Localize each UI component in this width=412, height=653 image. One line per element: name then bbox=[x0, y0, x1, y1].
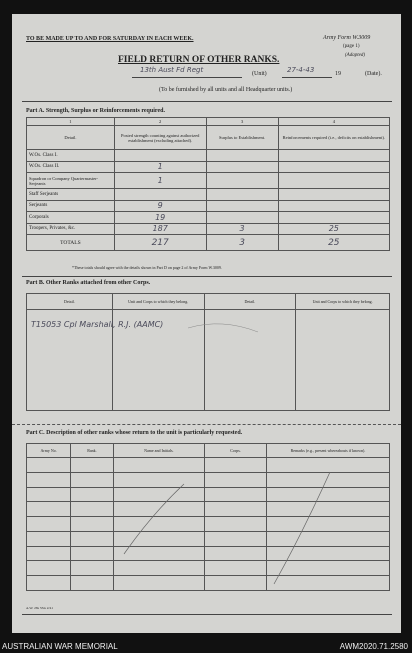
row-posted: 9 bbox=[114, 200, 206, 212]
row-surplus: 3 bbox=[206, 223, 278, 235]
col-number-3: 3 bbox=[206, 118, 278, 126]
print-code: A.W. 28s 5Sts 2/41 bbox=[26, 606, 54, 610]
part-c-col-army-no: Army No. bbox=[27, 444, 71, 458]
totals-posted: 217 bbox=[114, 235, 206, 251]
part-c-col-rank: Rank. bbox=[71, 444, 113, 458]
form-number: Army Form W.3009 bbox=[323, 35, 371, 41]
part-c-col-name: Name and Initials. bbox=[113, 444, 204, 458]
col-number-2: 2 bbox=[114, 118, 206, 126]
col-header-reinf: Reinforcements required (i.e., deficits on establishment). bbox=[278, 126, 389, 150]
furnish-note: (To be furnished by all units and all Headquarter units.) bbox=[159, 87, 293, 93]
row-detail: Staff Serjeants bbox=[27, 189, 115, 201]
row-posted: 19 bbox=[114, 212, 206, 224]
part-b-heading: Part B. Other Ranks attached from other Corps. bbox=[26, 280, 151, 286]
totals-label: TOTALS bbox=[27, 235, 115, 251]
part-b-col-unit-2: Unit and Corps to which they belong. bbox=[296, 294, 390, 310]
part-c-heading: Part C. Description of other ranks whose return to the unit is particularly requested. bbox=[26, 430, 243, 436]
part-b-col-detail-2: Detail. bbox=[204, 294, 296, 310]
part-a-footnote: *These totals should agree with the details shown in Part D on page 2 of Army Form W.3009. bbox=[72, 265, 222, 270]
date-label: (Date). bbox=[365, 71, 382, 77]
totals-surplus: 3 bbox=[206, 235, 278, 251]
adapted-label: (Adapted) bbox=[345, 53, 365, 58]
pen-strike-marks bbox=[12, 14, 401, 633]
footer-accession-number: AWM2020.71.2580 bbox=[339, 642, 408, 651]
row-detail: W.Os. Class II. bbox=[27, 161, 115, 173]
part-c-col-remarks: Remarks (e.g., present whereabouts if known). bbox=[267, 444, 390, 458]
row-detail: Squadron or Company Quartermaster-Serjeants bbox=[27, 173, 115, 189]
row-detail: Serjeants bbox=[27, 200, 115, 212]
form-sheet bbox=[12, 14, 401, 633]
row-posted: 1 bbox=[114, 161, 206, 173]
col-header-surplus: Surplus to Establishment. bbox=[206, 126, 278, 150]
rule-bottom bbox=[22, 614, 392, 615]
row-reinf: 25 bbox=[278, 223, 389, 235]
col-header-detail: Detail. bbox=[27, 126, 115, 150]
totals-reinf: 25 bbox=[278, 235, 389, 251]
part-a-heading: Part A. Strength, Surplus or Reinforcements required. bbox=[26, 108, 165, 114]
year-label: 19 bbox=[335, 71, 341, 77]
col-number-4: 4 bbox=[278, 118, 389, 126]
row-detail: Corporals bbox=[27, 212, 115, 224]
part-b-col-detail-1: Detail. bbox=[27, 294, 113, 310]
footer-institution: AUSTRALIAN WAR MEMORIAL bbox=[2, 642, 118, 651]
row-posted: 187 bbox=[114, 223, 206, 235]
part-b-entry: T15053 Cpl Marshall, R.J. (AAMC) bbox=[31, 320, 164, 329]
footer-bar bbox=[0, 641, 412, 653]
form-title: FIELD RETURN OF OTHER RANKS. bbox=[118, 55, 280, 65]
row-detail: Troopers, Privates, &c. bbox=[27, 223, 115, 235]
handwritten-date: 27-4-43 bbox=[287, 66, 315, 74]
handwritten-unit: 13th Aust Fd Regt bbox=[140, 66, 204, 74]
top-note: TO BE MADE UP TO AND FOR SATURDAY IN EACH WEEK. bbox=[26, 36, 194, 42]
col-header-posted: Posted strength counting against authorized establishment (excluding attached). bbox=[114, 126, 206, 150]
part-c-col-corps: Corps. bbox=[205, 444, 267, 458]
row-posted: 1 bbox=[114, 173, 206, 189]
page-number: (page 1) bbox=[343, 44, 360, 49]
row-detail: W.Os. Class I. bbox=[27, 150, 115, 162]
part-b-col-unit-1: Unit and Corps to which they belong. bbox=[112, 294, 204, 310]
unit-label: (Unit) bbox=[252, 71, 267, 77]
col-number-1: 1 bbox=[27, 118, 115, 126]
